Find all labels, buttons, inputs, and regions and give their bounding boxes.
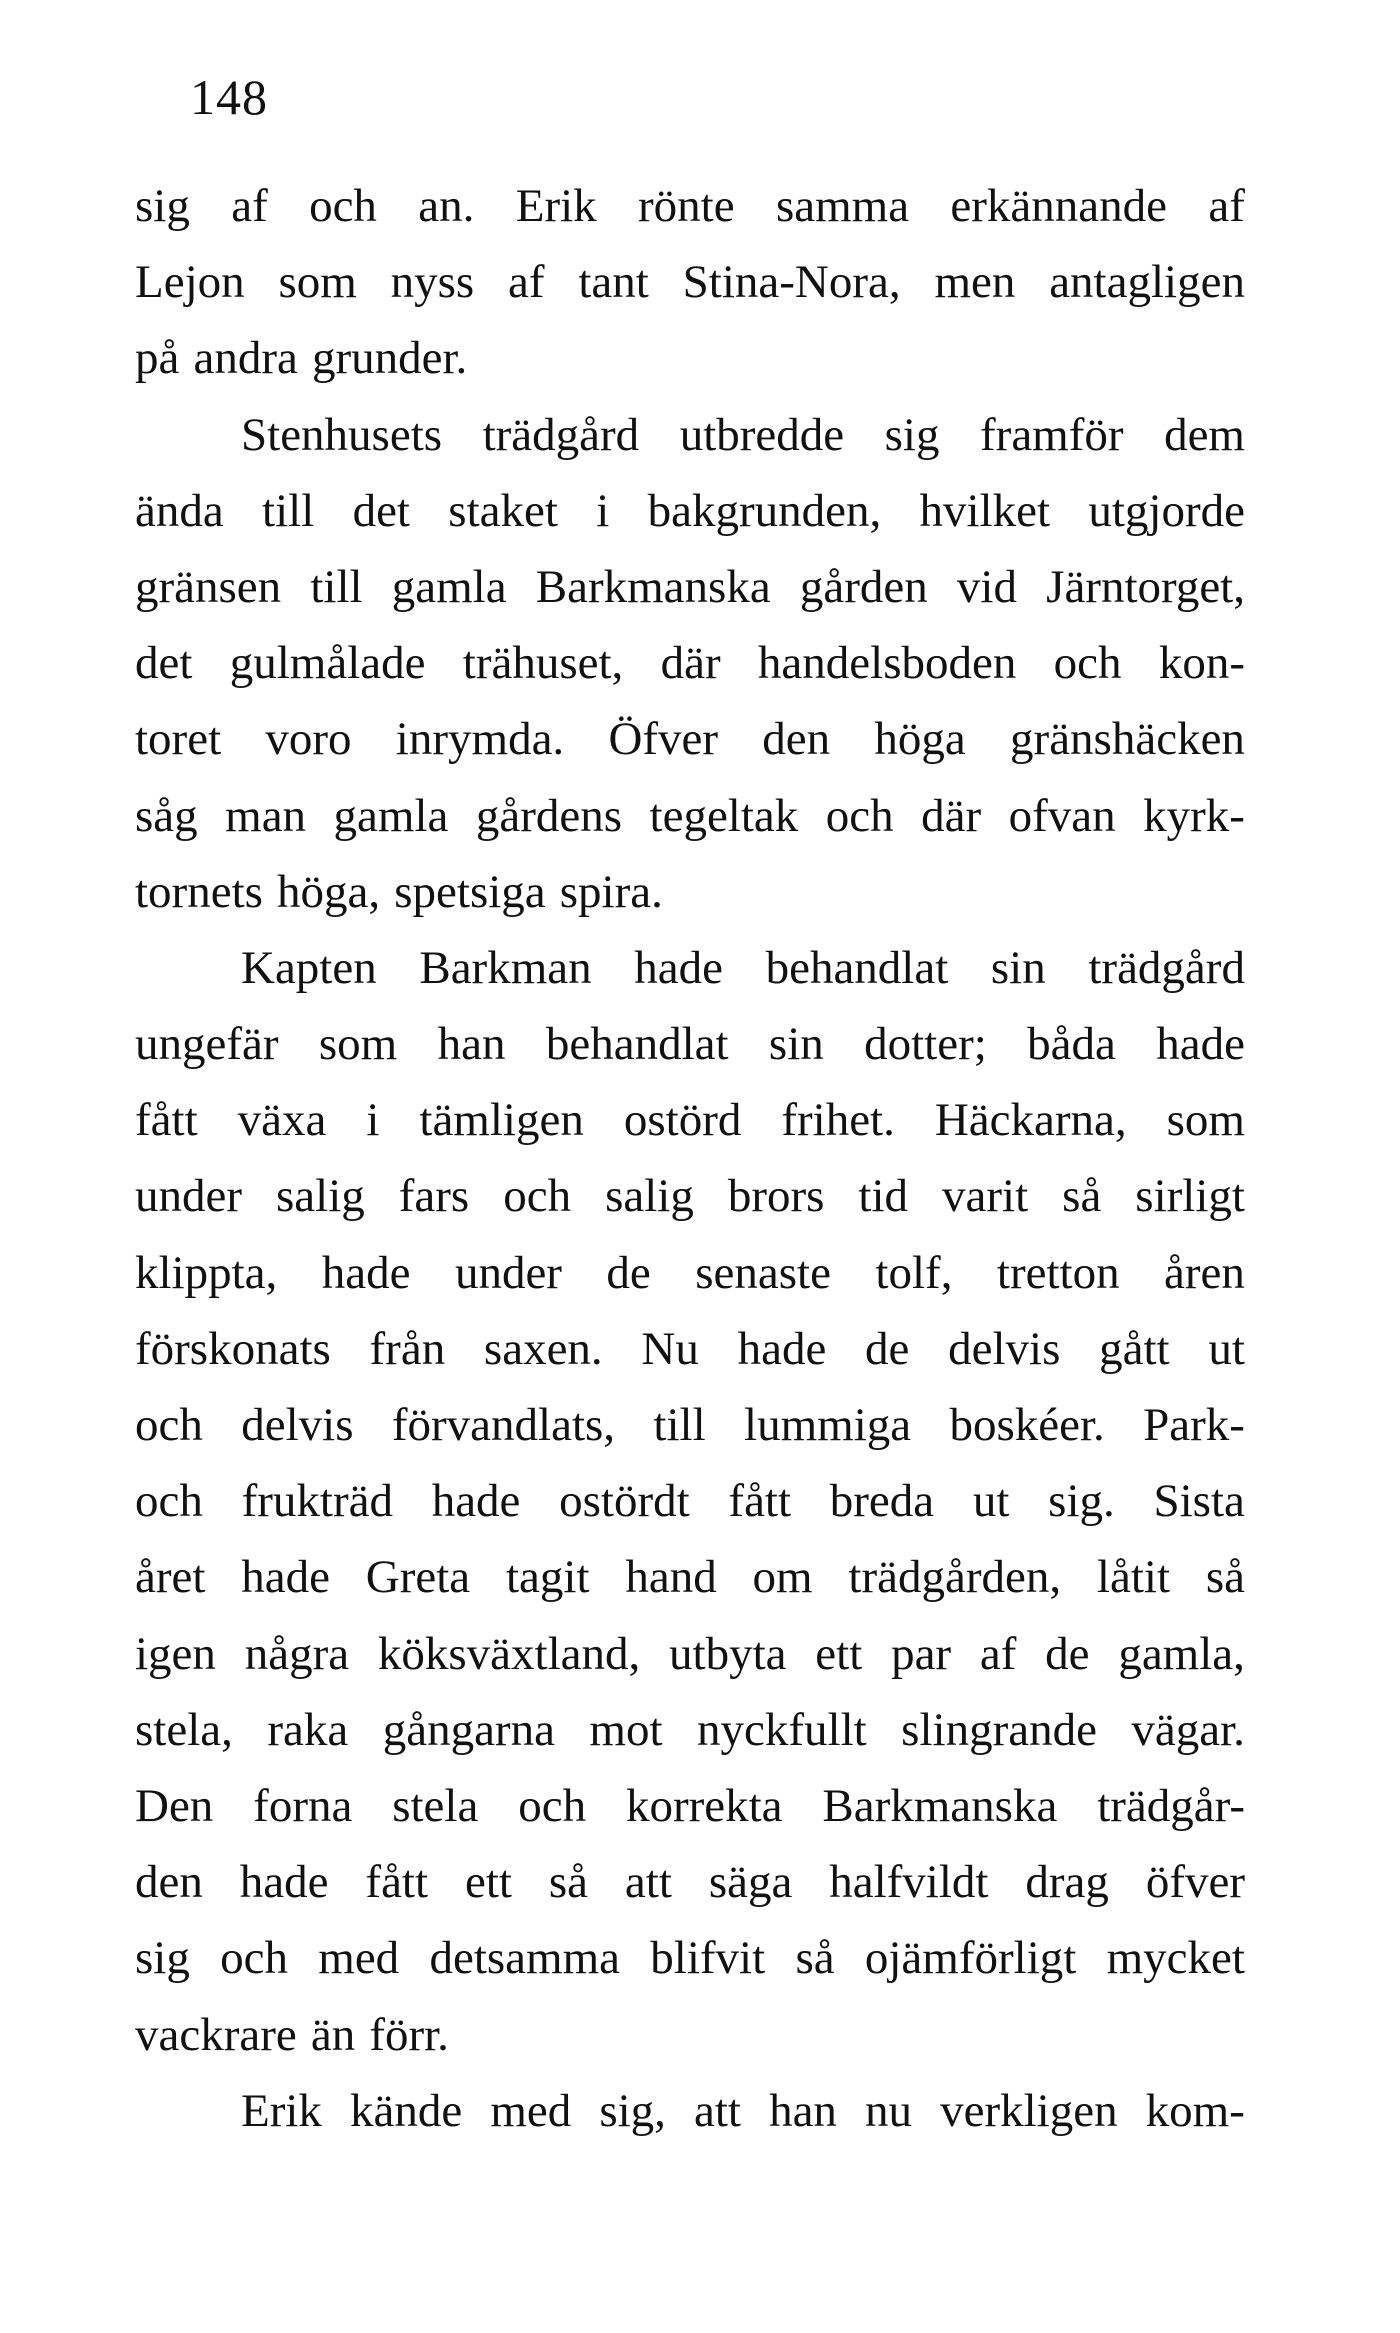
text-line: den hade fått ett så att säga halfvildt drag öfver [135,1856,1245,1909]
text-line: och frukträd hade ostördt fått breda ut sig. Sista [135,1475,1245,1528]
text-line: såg man gamla gårdens tegeltak och där ofvan kyrk- [135,789,1245,842]
text-line: och delvis förvandlats, till lummiga boskéer. Park- [135,1399,1245,1451]
text-line: klippta, hade under de senaste tolf, tretton åren [135,1246,1245,1299]
text-line: Kapten Barkman hade behandlat sin trädgård [241,941,1245,994]
text-line: stela, raka gångarna mot nyckfullt slingrande vägar. [135,1703,1245,1756]
body-text [135,168,1245,2149]
text-line: på andra grunder. [135,332,468,385]
text-line: året hade Greta tagit hand om trädgården, låtit så [135,1551,1245,1604]
text-line: Den forna stela och korrekta Barkmanska trädgår- [135,1779,1245,1832]
text-line: sig af och an. Erik rönte samma erkännande af [135,180,1245,232]
text-line: ända till det staket i bakgrunden, hvilket utgjorde [135,484,1245,537]
text-line: under salig fars och salig brors tid varit så sirligt [135,1170,1245,1223]
text-line: igen några köksväxtland, utbyta ett par af de gamla, [135,1627,1245,1680]
text-line: toret voro inrymda. Öfver den höga gränshäcken [135,713,1245,766]
text-line: ungefär som han behandlat sin dotter; båda hade [135,1018,1245,1071]
text-line: fått växa i tämligen ostörd frihet. Häckarna, som [135,1094,1245,1147]
text-line: Erik kände med sig, att han nu verkligen kom- [241,2084,1245,2137]
page-number: 148 [190,69,268,125]
text-line: Stenhusets trädgård utbredde sig framför dem [241,408,1245,461]
text-line: sig och med detsamma blifvit så ojämförligt mycket [135,1932,1245,1985]
text-line: förskonats från saxen. Nu hade de delvis gått ut [135,1322,1245,1375]
text-line: gränsen till gamla Barkmanska gården vid Järntorget, [135,560,1245,613]
text-line: tornets höga, spetsiga spira. [135,865,663,918]
text-line: vackrare än förr. [135,2008,449,2061]
text-line: Lejon som nyss af tant Stina-Nora, men antagligen [135,256,1245,309]
text-line: det gulmålade trähuset, där handelsboden och kon- [135,637,1245,690]
